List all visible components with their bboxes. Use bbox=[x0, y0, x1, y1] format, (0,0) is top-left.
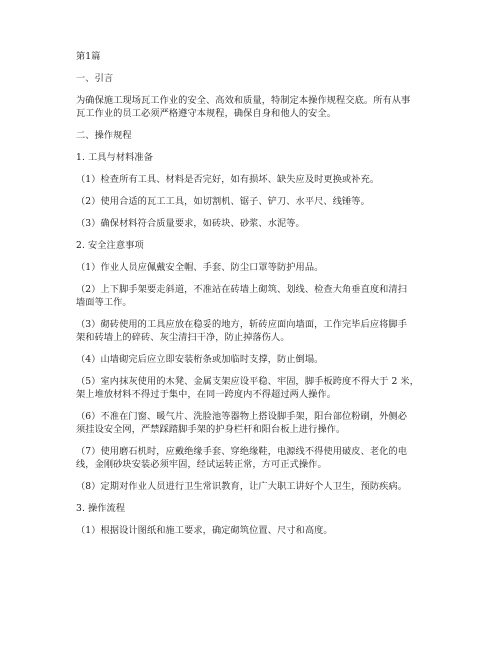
document-body bbox=[76, 50, 436, 546]
text-line: 瓦工作业的员工必须严格遵守本规程，确保自身和他人的安全。 bbox=[76, 108, 337, 119]
list-item bbox=[76, 195, 436, 208]
text-line: （1）检查所有工具、材料是否完好，如有损坏、缺失应及时更换或补充。 bbox=[76, 174, 380, 185]
text-line: 二、操作规程 bbox=[76, 130, 132, 141]
subsection-heading-safety bbox=[76, 239, 436, 252]
text-line: （3）确保材料符合质量要求，如砖块、砂浆、水泥等。 bbox=[76, 218, 305, 229]
text-line: （3）砌砖使用的工具应放在稳妥的地方，斩砖应面向墙面，工作完毕后应将脚手 bbox=[76, 319, 408, 330]
list-item bbox=[76, 261, 436, 274]
list-item bbox=[76, 173, 436, 186]
subsection-heading-tools bbox=[76, 151, 436, 164]
text-line: 须挂设安全网，严禁踩踏脚手架的护身栏杆和阳台板上进行操作。 bbox=[76, 424, 346, 435]
list-item bbox=[76, 410, 436, 436]
text-line: （7）使用磨石机时，应戴绝缘手套、穿绝缘鞋，电源线不得使用破皮、老化的电 bbox=[76, 446, 408, 457]
list-item bbox=[76, 318, 436, 344]
text-line: 一、引言 bbox=[76, 73, 114, 84]
list-item bbox=[76, 445, 436, 471]
text-line: （2）上下脚手架要走斜道，不准站在砖墙上砌筑、划线、检查大角垂直度和清扫 bbox=[76, 284, 408, 295]
text-line: 第1篇 bbox=[76, 51, 101, 62]
text-line: 为确保施工现场瓦工作业的安全、高效和质量，特制定本操作规程交底。所有从事 bbox=[76, 95, 411, 106]
text-line: （5）室内抹灰使用的木凳、金属支架应设平稳、牢固，脚手板跨度不得大于 2 米， bbox=[76, 376, 419, 387]
text-line: （1）作业人员应佩戴安全帽、手套、防尘口罩等防护用品。 bbox=[76, 262, 324, 273]
list-item bbox=[76, 524, 436, 537]
paragraph-introduction bbox=[76, 94, 436, 120]
section-heading-procedures bbox=[76, 129, 436, 142]
list-item bbox=[76, 480, 436, 493]
text-line: 墙面等工作。 bbox=[76, 297, 132, 308]
list-item bbox=[76, 353, 436, 366]
text-line: 线，金刚砂块安装必须牢固，经试运转正常，方可正式操作。 bbox=[76, 459, 327, 470]
text-line: （1）根据设计图纸和施工要求，确定砌筑位置、尺寸和高度。 bbox=[76, 525, 333, 536]
text-line: 架上堆放材料不得过于集中，在同一跨度内不得超过两人操作。 bbox=[76, 389, 337, 400]
text-line: 1. 工具与材料准备 bbox=[76, 152, 153, 163]
text-line: （4）山墙砌完后应立即安装桁条或加临时支撑，防止倒塌。 bbox=[76, 354, 324, 365]
text-line: 2. 安全注意事项 bbox=[76, 240, 144, 251]
text-line: 3. 操作流程 bbox=[76, 503, 126, 514]
list-item bbox=[76, 217, 436, 230]
section-heading-introduction bbox=[76, 72, 436, 85]
list-item bbox=[76, 375, 436, 401]
text-line: （2）使用合适的瓦工工具，如切割机、锯子、铲刀、水平尺、线锤等。 bbox=[76, 196, 370, 207]
text-line: （8）定期对作业人员进行卫生常识教育，让广大职工讲好个人卫生，预防疾病。 bbox=[76, 481, 408, 492]
chapter-title bbox=[76, 50, 436, 63]
list-item bbox=[76, 283, 436, 309]
text-line: （6）不准在门窗、暖气片、洗脸池等器物上搭设脚手架，阳台部位粉刷，外侧必 bbox=[76, 411, 408, 422]
text-line: 架和砖墙上的碎砖、灰尘清扫干净，防止掉落伤人。 bbox=[76, 332, 290, 343]
subsection-heading-workflow bbox=[76, 502, 436, 515]
